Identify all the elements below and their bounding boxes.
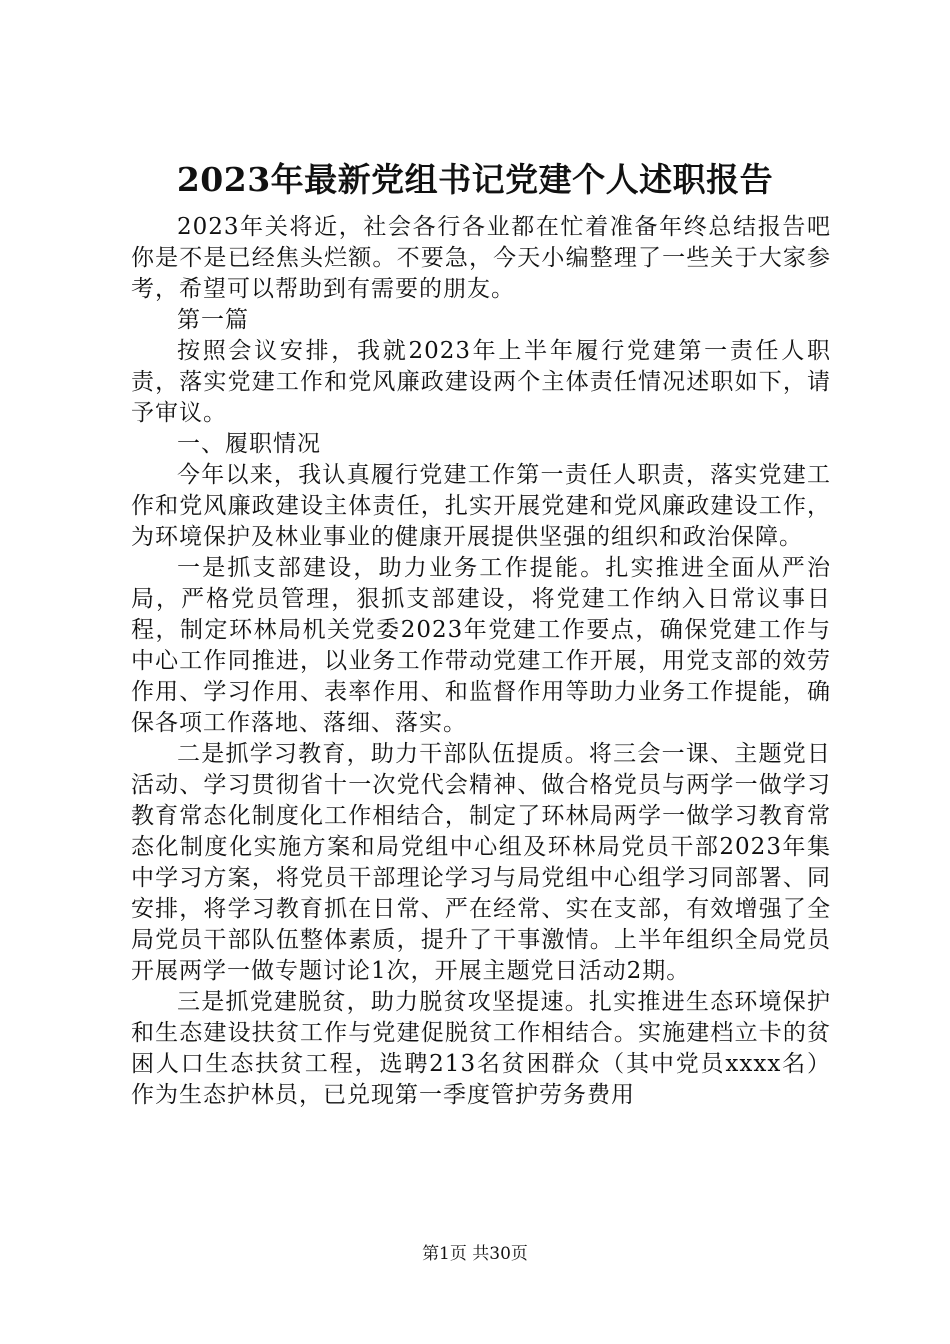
paragraph-study-education: 二是抓学习教育，助力干部队伍提质。将三会一课、主题党日活动、学习贯彻省十一次党代会精神、做合格党员与两学一做学习教育常态化制度化工作相结合，制定了环林局两学一做学习教育常态化制度化实施方案和局党组中心组及环林局党员干部2023年集中学习方案，将党员干部理论学习与局党组中心组学习同部署、同安排，将学习教育抓在日常、严在经常、实在支部，有效增强了全局党员干部队伍整体素质，提升了干事激情。上半年组织全局党员开展两学一做专题讨论1次，开展主题党日活动2期。 [131, 741, 831, 984]
paragraph-branch-building: 一是抓支部建设，助力业务工作提能。扎实推进全面从严治局，严格党员管理，狠抓支部建设，将党建工作纳入日常议事日程，制定环林局机关党委2023年党建工作要点，确保党建工作与中心工作同推进，以业务工作带动党建工作开展，用党支部的效劳作用、学习作用、表率作用、和监督作用等助力业务工作提能，确保各项工作落地、落细、落实。 [131, 555, 831, 736]
paragraph-poverty-alleviation: 三是抓党建脱贫，助力脱贫攻坚提速。扎实推进生态环境保护和生态建设扶贫工作与党建促脱贫工作相结合。实施建档立卡的贫困人口生态扶贫工程，选聘213名贫困群众（其中党员xxxx名）作为生态护林员，已兑现第一季度管护劳务费用 [131, 989, 831, 1108]
paragraph-heading-duty: 一、履职情况 [177, 431, 321, 457]
page-footer: 第1页 共30页 [422, 1244, 528, 1264]
paragraph-duty-overview: 今年以来，我认真履行党建工作第一责任人职责，落实党建工作和党风廉政建设主体责任，扎实开展党建和党风廉政建设工作，为环境保护及林业事业的健康开展提供坚强的组织和政治保障。 [131, 462, 831, 550]
document-title: 2023年最新党组书记党建个人述职报告 [176, 160, 774, 199]
document-body [131, 212, 831, 1111]
paragraph-intro: 2023年关将近，社会各行各业都在忙着准备年终总结报告吧你是不是已经焦头烂额。不要急，今天小编整理了一些关于大家参考，希望可以帮助到有需要的朋友。 [131, 214, 831, 302]
paragraph-section-label: 第一篇 [177, 307, 249, 333]
paragraph-opening: 按照会议安排，我就2023年上半年履行党建第一责任人职责，落实党建工作和党风廉政建设两个主体责任情况述职如下，请予审议。 [131, 338, 831, 426]
